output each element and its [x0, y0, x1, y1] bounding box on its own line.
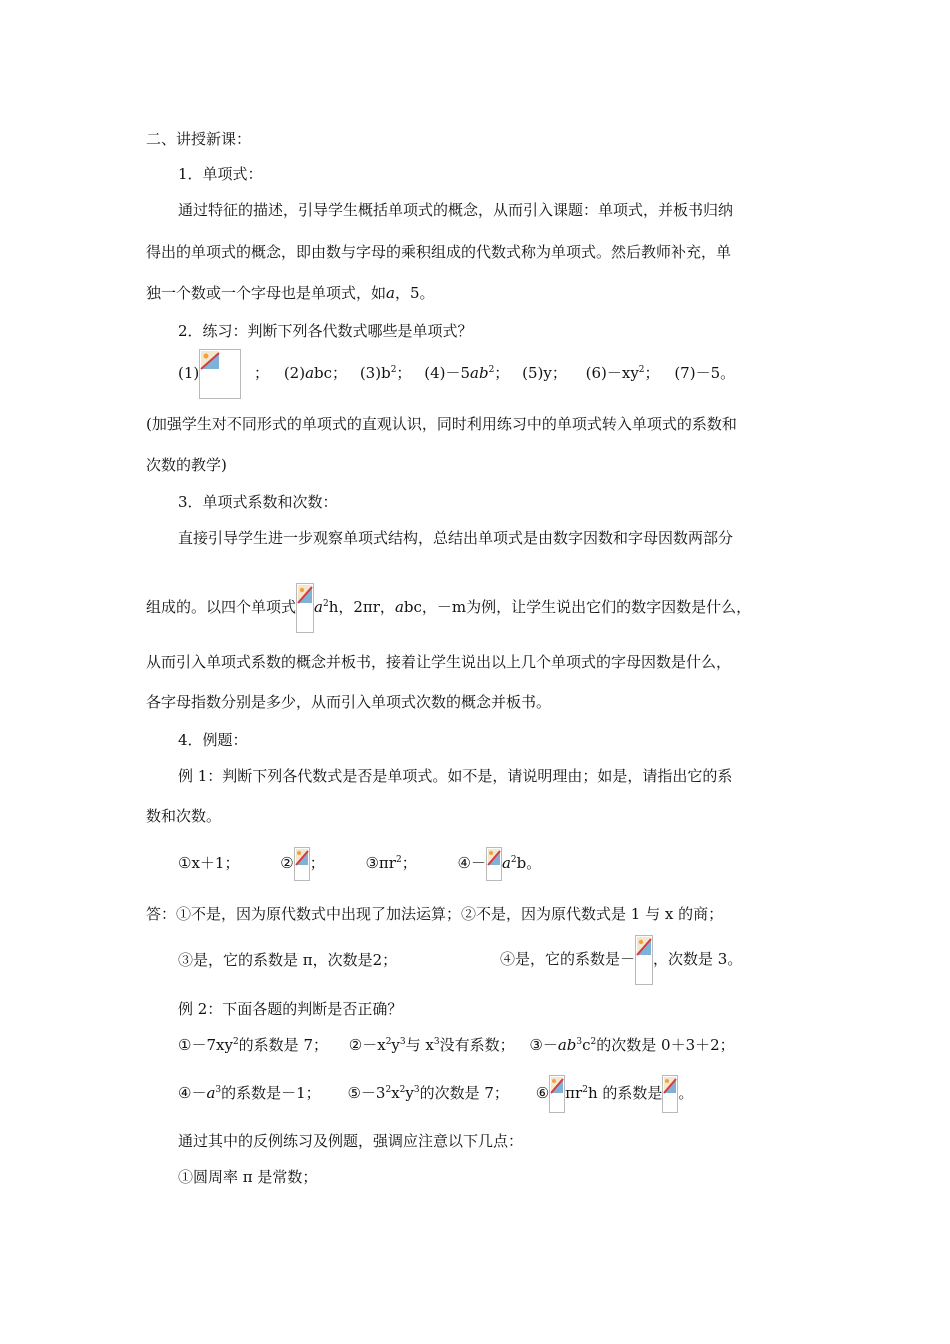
answer-line: ④是，它的系数是－ ，次数是 3。 [500, 934, 742, 985]
answer-line: 答：①不是，因为原代数式中出现了加法运算；②不是，因为原代数式是 1 与 x 的商； [146, 905, 724, 923]
paragraph-line: 通过特征的描述，引导学生概括单项式的概念，从而引入课题：单项式，并板书归纳 [178, 201, 734, 219]
answer-line: ③是，它的系数是 π，次数是2； [178, 951, 398, 969]
formula-image [296, 583, 314, 633]
subsection-title-3: 3．单项式系数和次数： [178, 493, 338, 511]
example-1-items: ①x＋1； ② ； $③\pi r^2$； ④－ $a^2b$。 [178, 846, 541, 883]
formula-image [199, 349, 241, 399]
point-line: ①圆周率 π 是常数； [178, 1168, 318, 1186]
formula-image [486, 847, 502, 881]
formula-image [635, 935, 653, 985]
exercise-list: (1) ； (2)abc； $(3)b^2$； $(4)-5ab^2$； (5)y； $(6)-xy^2$； (7)－5。 [178, 348, 735, 401]
example-2-items: $④-a^3$的系数是－1； $⑤-3^2x^2y^3$的次数是 7； ⑥ $\pi r^2h$ 的系数是 。 [178, 1074, 693, 1115]
paragraph-line: 直接引导学生进一步观察单项式结构，总结出单项式是由数字因数和字母因数两部分 [178, 529, 734, 547]
paragraph-line: 次数的教学) [146, 456, 227, 474]
paragraph-line: 从而引入单项式系数的概念并板书，接着让学生说出以上几个单项式的字母因数是什么， [146, 653, 732, 671]
example-2-title: 例 2：下面各题的判断是否正确？ [178, 1000, 403, 1018]
formula-image [549, 1075, 565, 1113]
subsection-title-1: 1．单项式： [178, 165, 263, 183]
paragraph-line: 得出的单项式的概念，即由数与字母的乘积组成的代数式称为单项式。然后教师补充，单 [146, 243, 732, 261]
subsection-title-2: 2．练习：判断下列各代数式哪些是单项式？ [178, 322, 473, 340]
example-1-line: 数和次数。 [146, 807, 222, 825]
section-heading: 二、讲授新课： [146, 130, 252, 148]
subsection-title-4: 4．例题： [178, 731, 248, 749]
summary-line: 通过其中的反例练习及例题，强调应注意以下几点： [178, 1132, 524, 1150]
example-1-line: 例 1：判断下列各代数式是否是单项式。如不是，请说明理由；如是，请指出它的系 [178, 767, 733, 785]
paragraph-line: 组成的。以四个单项式 $a^2h$，2πr，abc，－m为例，让学生说出它们的数字因数是什么， [146, 582, 751, 635]
example-2-items: $①-7xy^2$的系数是 7； $②-x^2y^3$与 $x^3$没有系数； $③-ab^3c^2$的次数是 0＋3＋2； [178, 1036, 735, 1054]
paragraph-line: 独一个数或一个字母也是单项式，如a，5。 [146, 284, 435, 302]
paragraph-line: (加强学生对不同形式的单项式的直观认识，同时利用练习中的单项式转入单项式的系数和 [146, 415, 737, 433]
formula-image [662, 1075, 678, 1113]
formula-image [294, 847, 310, 881]
paragraph-line: 各字母指数分别是多少，从而引入单项式次数的概念并板书。 [146, 693, 552, 711]
